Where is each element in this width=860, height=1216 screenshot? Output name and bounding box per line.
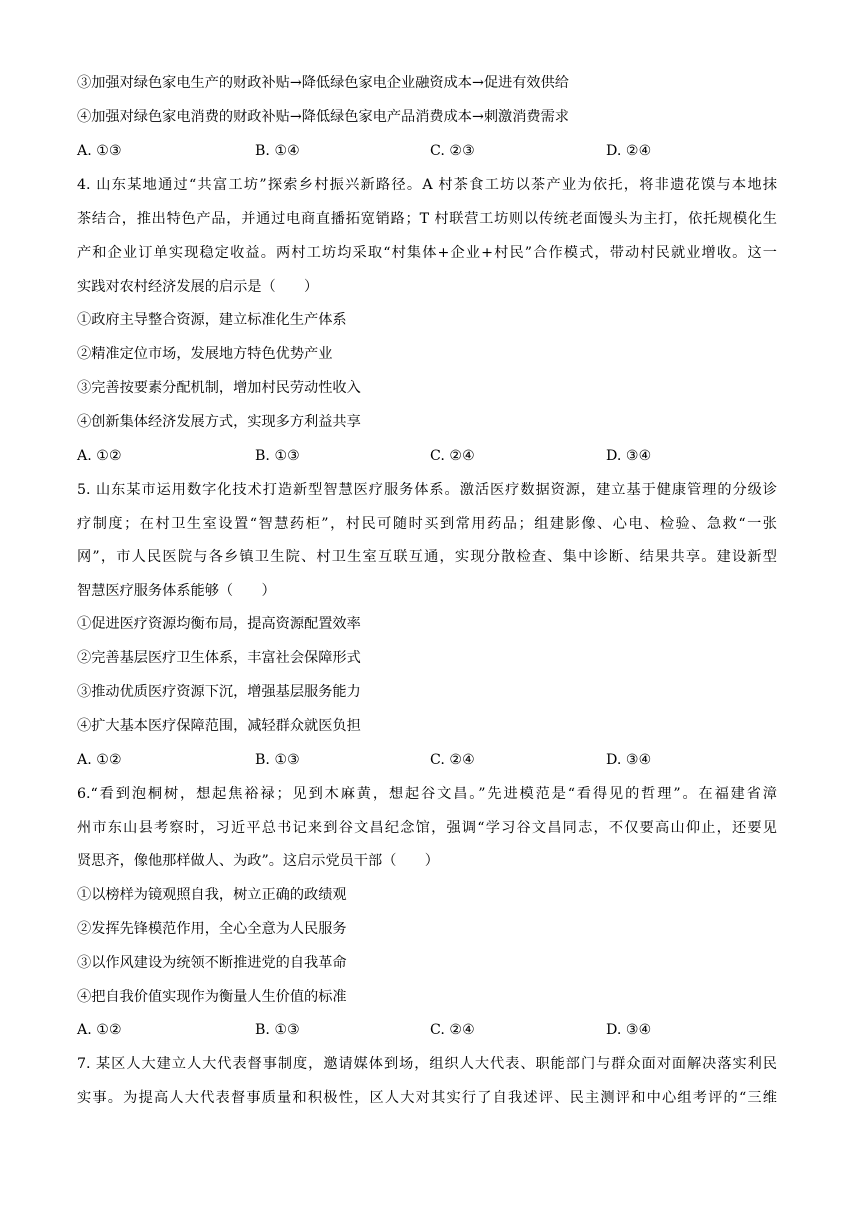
q5-stem-line-1: 5. 山东某市运用数字化技术打造新型智慧医疗服务体系。激活医疗数据资源，建立基于健康管理的分级诊 — [77, 482, 777, 498]
q6-stem-line-2: 州市东山县考察时，习近平总书记来到谷文昌纪念馆，强调“学习谷文昌同志，不仅要高山仰止，还要见 — [77, 820, 777, 836]
q6-statement-4: ④把自我价值实现作为衡量人生价值的标准 — [77, 989, 347, 1005]
q3-option-d[interactable]: D. ②④ — [606, 143, 652, 159]
q4-option-a[interactable]: A. ①② — [77, 448, 122, 464]
q7-stem-line-1: 7. 某区人大建立人大代表督事制度，邀请媒体到场，组织人大代表、职能部门与群众面对面解决落实利民 — [77, 1056, 777, 1072]
q5-stem-line-4: 智慧医疗服务体系能够（ ） — [77, 583, 276, 599]
q6-stem-line-1: 6.“看到泡桐树，想起焦裕禄；见到木麻黄，想起谷文昌。”先进模范是“看得见的哲理”。在福建省漳 — [77, 786, 777, 802]
q6-statement-1: ①以榜样为镜观照自我，树立正确的政绩观 — [77, 887, 347, 903]
q4-option-d[interactable]: D. ③④ — [606, 448, 652, 464]
q4-statement-1: ①政府主导整合资源，建立标准化生产体系 — [77, 312, 347, 328]
q4-stem-line-3: 产和企业订单实现稳定收益。两村工坊均采取“村集体+企业+村民”合作模式，带动村民就业增收。这一 — [77, 245, 777, 261]
q6-statement-3: ③以作风建设为统领不断推进党的自我革命 — [77, 955, 347, 971]
q6-option-c[interactable]: C. ②④ — [430, 1022, 475, 1038]
q3-option-a[interactable]: A. ①③ — [77, 143, 122, 159]
q3-statement-3: ③加强对绿色家电生产的财政补贴→降低绿色家电企业融资成本→促进有效供给 — [77, 75, 569, 91]
q4-statement-4: ④创新集体经济发展方式，实现多方利益共享 — [77, 414, 361, 430]
q7-stem-line-2: 实事。为提高人大代表督事质量和积极性，区人大对其实行了自我述评、民主测评和中心组考评的“三维 — [77, 1090, 777, 1106]
q5-statement-2: ②完善基层医疗卫生体系，丰富社会保障形式 — [77, 650, 361, 666]
q5-statement-3: ③推动优质医疗资源下沉，增强基层服务能力 — [77, 684, 361, 700]
q4-stem-line-4: 实践对农村经济发展的启示是（ ） — [77, 279, 319, 295]
q4-option-c[interactable]: C. ②④ — [430, 448, 475, 464]
q6-option-b[interactable]: B. ①③ — [255, 1022, 300, 1038]
q5-option-c[interactable]: C. ②④ — [430, 752, 475, 768]
q4-statement-2: ②精准定位市场，发展地方特色优势产业 — [77, 346, 333, 362]
q6-stem-line-3: 贤思齐，像他那样做人、为政”。这启示党员干部（ ） — [77, 853, 439, 869]
q4-option-b[interactable]: B. ①③ — [255, 448, 300, 464]
q6-option-d[interactable]: D. ③④ — [606, 1022, 652, 1038]
q3-option-b[interactable]: B. ①④ — [255, 143, 300, 159]
q5-stem-line-2: 疗制度；在村卫生室设置“智慧药柜”，村民可随时买到常用药品；组建影像、心电、检验、急救“一张 — [77, 516, 777, 532]
q5-statement-4: ④扩大基本医疗保障范围，减轻群众就医负担 — [77, 718, 361, 734]
q6-statement-2: ②发挥先锋模范作用，全心全意为人民服务 — [77, 921, 347, 937]
q5-statement-1: ①促进医疗资源均衡布局，提高资源配置效率 — [77, 616, 361, 632]
q3-option-c[interactable]: C. ②③ — [430, 143, 475, 159]
q4-stem-line-2: 茶结合，推出特色产品，并通过电商直播拓宽销路；T 村联营工坊则以传统老面馒头为主打，依托规模化生 — [77, 211, 777, 227]
q5-stem-line-3: 网”，市人民医院与各乡镇卫生院、村卫生室互联互通，实现分散检查、集中诊断、结果共享。建设新型 — [77, 549, 777, 565]
q5-option-b[interactable]: B. ①③ — [255, 752, 300, 768]
q5-option-a[interactable]: A. ①② — [77, 752, 122, 768]
q3-statement-4: ④加强对绿色家电消费的财政补贴→降低绿色家电产品消费成本→刺激消费需求 — [77, 109, 569, 125]
q6-option-a[interactable]: A. ①② — [77, 1022, 122, 1038]
q4-stem-line-1: 4. 山东某地通过“共富工坊”探索乡村振兴新路径。A 村茶食工坊以茶产业为依托，将非遗花馍与本地抹 — [77, 177, 777, 193]
q4-statement-3: ③完善按要素分配机制，增加村民劳动性收入 — [77, 380, 361, 396]
q5-option-d[interactable]: D. ③④ — [606, 752, 652, 768]
